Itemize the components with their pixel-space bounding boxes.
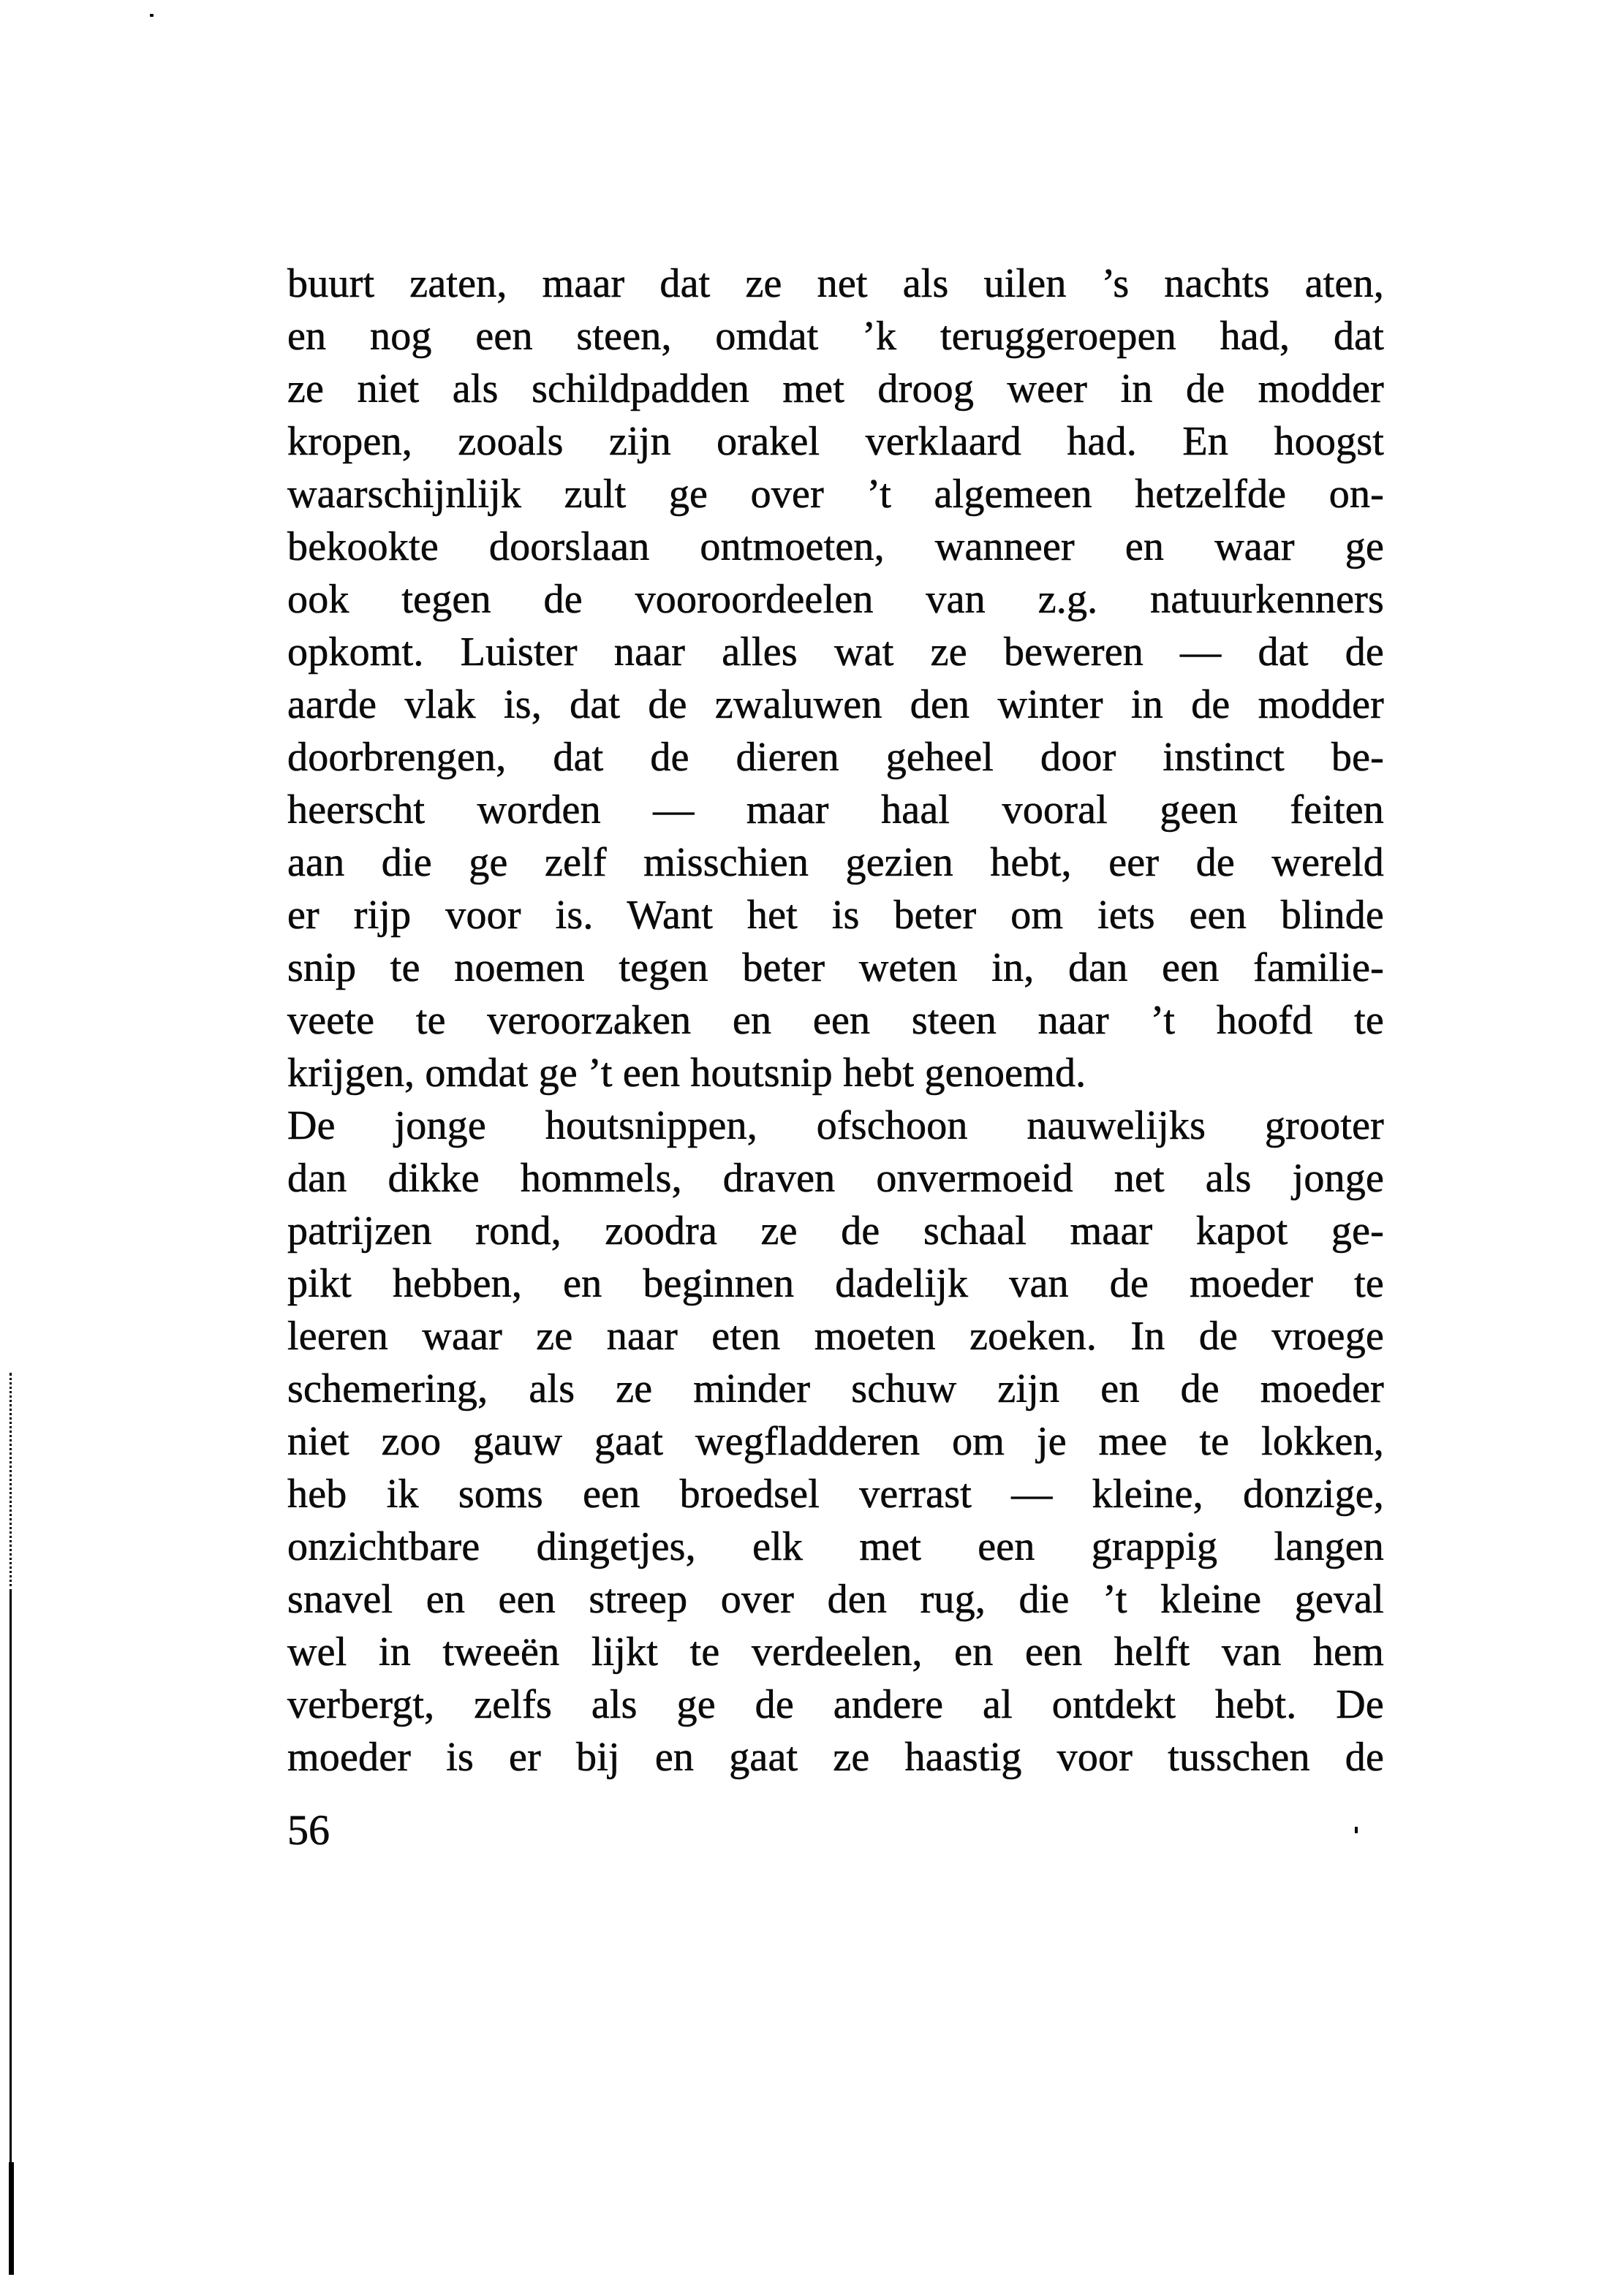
text-line: schemering, als ze minder schuw zijn en de moeder [287,1366,1384,1412]
text-line: doorbrengen, dat de dieren geheel door instinct be- [287,735,1384,780]
text-line: wel in tweeën lijkt te verdeelen, en een helft van hem [287,1629,1384,1675]
page-number: 56 [287,1806,330,1854]
text-line: moeder is er bij en gaat ze haastig voor tusschen de [287,1735,1384,1780]
text-line: ze niet als schildpadden met droog weer in de modder [287,366,1384,412]
text-line: ook tegen de vooroordeelen van z.g. natuurkenners [287,577,1384,622]
text-line: De jonge houtsnippen, ofschoon nauwelijks grooter [287,1103,1384,1148]
scan-artifact-speck-right [1355,1827,1358,1833]
text-line: pikt hebben, en beginnen dadelijk van de moeder te [287,1261,1384,1306]
text-line: kropen, zooals zijn orakel verklaard had. En hoogst [287,419,1384,464]
text-line: veete te veroorzaken en een steen naar ’t hoofd te [287,998,1384,1043]
text-line: dan dikke hommels, draven onvermoeid net als jonge [287,1156,1384,1201]
text-line: heerscht worden — maar haal vooral geen feiten [287,787,1384,833]
text-line: opkomt. Luister naar alles wat ze beweren — dat de [287,629,1384,675]
text-line: krijgen, omdat ge ’t een houtsnip hebt genoemd. [287,1050,1086,1096]
text-line: waarschijnlijk zult ge over ’t algemeen hetzelfde on- [287,471,1384,517]
text-line: er rijp voor is. Want het is beter om iets een blinde [287,893,1384,938]
scan-artifact-edge-line [10,1592,12,2162]
scan-artifact-edge-line-dotted [10,1373,12,1592]
text-line: verbergt, zelfs als ge de andere al ontdekt hebt. De [287,1682,1384,1727]
text-line: leeren waar ze naar eten moeten zoeken. In de vroege [287,1314,1384,1359]
scan-artifact-speck-top [150,14,154,17]
text-line: buurt zaten, maar dat ze net als uilen ’s nachts aten, [287,261,1384,306]
body-text [287,257,1384,1784]
text-line: bekookte doorslaan ontmoeten, wanneer en waar ge [287,524,1384,569]
text-line: snavel en een streep over den rug, die ’t kleine geval [287,1577,1384,1622]
text-line: heb ik soms een broedsel verrast — kleine, donzige, [287,1471,1384,1517]
scan-artifact-edge-line-thick [9,2162,14,2275]
text-line: aarde vlak is, dat de zwaluwen den winter in de modder [287,682,1384,727]
text-line: onzichtbare dingetjes, elk met een grappig langen [287,1524,1384,1569]
text-line: patrijzen rond, zoodra ze de schaal maar kapot ge- [287,1208,1384,1254]
text-line: en nog een steen, omdat ’k teruggeroepen had, dat [287,314,1384,359]
text-line: niet zoo gauw gaat wegfladderen om je mee te lokken, [287,1419,1384,1464]
text-line: aan die ge zelf misschien gezien hebt, eer de wereld [287,840,1384,885]
text-line: snip te noemen tegen beter weten in, dan een familie- [287,945,1384,990]
